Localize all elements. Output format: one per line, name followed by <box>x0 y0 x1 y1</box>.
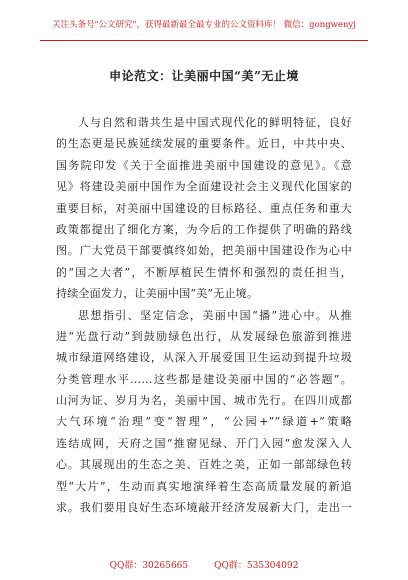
paragraph-line: 分类管理水平……这些都是建设美丽中国的“必答题”。 <box>56 372 352 386</box>
paragraph-line: 图。广大党员干部要慎终如始，把美丽中国建设作为心中 <box>56 244 352 258</box>
paragraph-line: 的“国之大者”，不断厚植民生情怀和强烈的责任担当， <box>56 265 352 279</box>
paragraph-line: 见》将建设美丽中国作为全面建设社会主义现代化国家的 <box>56 180 352 194</box>
paragraph-line: 思想指引、坚定信念，美丽中国“播”进心中。从推 <box>78 308 352 322</box>
paragraph-line: 的生态更是民族延续发展的重要条件。近日，中共中央、 <box>56 137 352 151</box>
paragraph-line: 持续全面发力，让美丽中国“美”无止境。 <box>56 287 259 301</box>
paragraph-2 <box>56 305 352 519</box>
paragraph-line: 山河为证、岁月为名，美丽中国、城市先行。在四川成都 <box>56 394 352 408</box>
paragraph-line: 重要目标，对美丽中国建设的目标路径、重点任务和重大 <box>56 201 352 215</box>
paragraph-line: 连结成网，天府之国“推窗见绿、开门入园”愈发深入人 <box>56 436 352 450</box>
footer-qq-group-2: QQ群：535304092 <box>214 561 299 571</box>
document-body <box>56 112 352 518</box>
paragraph-line: 心。其展现出的生态之美、百姓之美，正如一部部绿色转 <box>56 458 352 472</box>
paragraph-line: 人与自然和谐共生是中国式现代化的鲜明特征，良好 <box>78 116 352 129</box>
paragraph-1 <box>56 112 352 305</box>
header-banner: 关注头条号"公文研究"，获得最新最全最专业的公文资料库！ 微信：gongwenyj <box>52 20 356 30</box>
paragraph-line: 城市绿道网络建设，从深入开展爱国卫生运动到提升垃圾 <box>56 351 352 365</box>
footer-qq-group-1: QQ群：30265665 <box>109 561 189 571</box>
paragraph-line: 进“光盘行动”到鼓励绿色出行，从发展绿色旅游到推进 <box>56 329 352 343</box>
header-divider <box>40 40 368 41</box>
paragraph-line: 政策都提出了细化方案，为今后的工作提供了明确的路线 <box>56 222 352 236</box>
footer-contacts <box>40 558 368 571</box>
document-title: 申论范文：让美丽中国“美”无止境 <box>109 69 299 83</box>
paragraph-line: 大气环境“治理”变“智理”，“公园+”“绿道+”策略 <box>56 415 352 429</box>
paragraph-line: 求。我们要用良好生态环境敲开经济发展新大门，走出一 <box>56 501 352 515</box>
paragraph-line: 国务院印发《关于全面推进美丽中国建设的意见》。《意 <box>56 158 352 172</box>
paragraph-line: 型“大片”，生动而真实地演绎着生态高质量发展的新追 <box>56 479 352 493</box>
